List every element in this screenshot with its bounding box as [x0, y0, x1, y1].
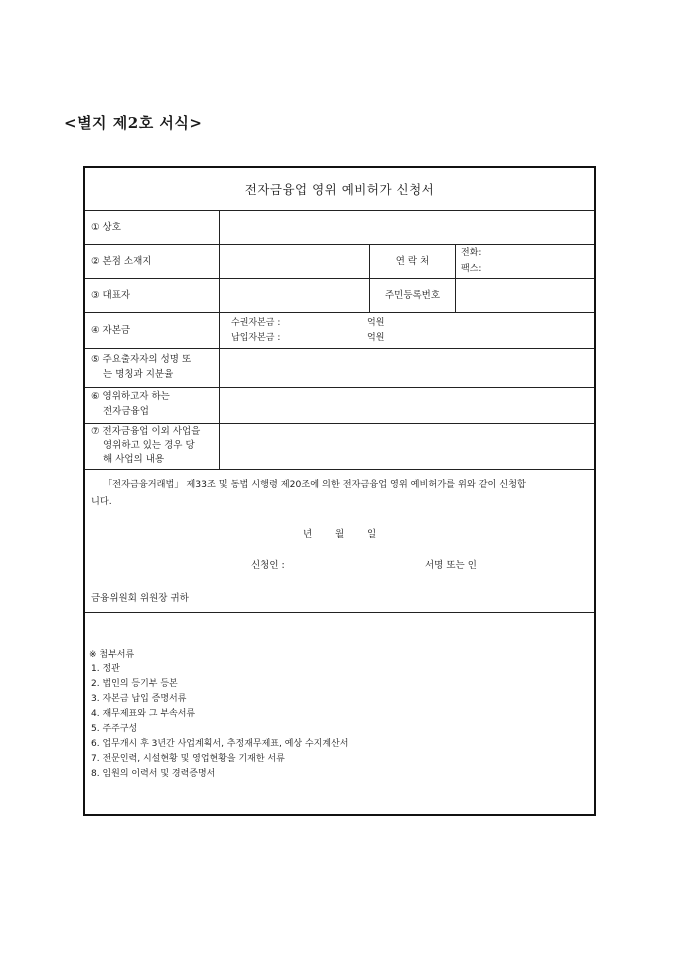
head-office-label: ② 본점 소재지 [91, 256, 152, 267]
business-label-1: ⑥ 영위하고자 하는 [91, 391, 170, 402]
declaration-line-1: 「전자금융거래법」 제33조 및 동법 시행령 제20조에 의한 전자금융업 영위 예비허가를 위와 같이 신청합 [103, 479, 526, 490]
trade-name-field[interactable] [220, 211, 594, 244]
paid-capital-unit: 억원 [367, 333, 385, 343]
declaration-line-2: 니다. [91, 496, 112, 507]
business-field[interactable] [220, 388, 594, 423]
form-number-title: <별지 제2호 서식> [64, 114, 203, 132]
representative-label: ③ 대표자 [91, 290, 131, 301]
major-investor-label-1: ⑤ 주요출자자의 성명 또 [91, 354, 192, 365]
fax-label: 팩스: [461, 264, 482, 274]
applicant-field[interactable] [301, 556, 421, 574]
signature-label: 서명 또는 인 [425, 560, 477, 571]
phone-label: 전화: [461, 248, 482, 258]
date-day: 일 [367, 529, 377, 540]
date-year: 년 [303, 529, 313, 540]
row-divider [85, 312, 594, 313]
business-label-2: 전자금융업 [103, 406, 149, 417]
other-business-field[interactable] [220, 424, 594, 469]
applicant-label: 신청인 : [251, 560, 285, 571]
authorized-capital-label: 수권자본금 : [231, 318, 281, 328]
major-investor-field[interactable] [220, 349, 594, 387]
other-business-label-3: 해 사업의 내용 [103, 454, 165, 465]
attachment-item: 1. 정관 [91, 664, 120, 674]
other-business-label-2: 영위하고 있는 경우 당 [103, 440, 195, 451]
row-divider [85, 612, 594, 613]
application-form [83, 166, 596, 816]
contact-label: 연 락 처 [395, 256, 430, 267]
head-office-field[interactable] [220, 245, 369, 278]
attachments-heading: ※ 첨부서류 [89, 650, 135, 660]
attachment-item: 4. 재무제표와 그 부속서류 [91, 709, 196, 719]
representative-field[interactable] [220, 279, 369, 312]
row-divider [85, 469, 594, 470]
attachment-item: 7. 전문인력, 시설현황 및 영업현황을 기재한 서류 [91, 754, 285, 764]
attachment-item: 8. 임원의 이력서 및 경력증명서 [91, 769, 216, 779]
resident-number-field[interactable] [456, 279, 594, 312]
authorized-capital-unit: 억원 [367, 318, 385, 328]
paid-capital-label: 납입자본금 : [231, 333, 281, 343]
addressee: 금융위원회 위원장 귀하 [91, 593, 189, 604]
resident-number-label: 주민등록번호 [384, 290, 441, 301]
application-title: 전자금융업 영위 예비허가 신청서 [244, 182, 435, 197]
other-business-label-1: ⑦ 전자금융업 이외 사업을 [91, 426, 201, 437]
attachment-item: 5. 주주구성 [91, 724, 138, 734]
attachment-item: 6. 업무개시 후 3년간 사업계획서, 추정재무제표, 예상 수지계산서 [91, 739, 349, 749]
date-month: 월 [335, 529, 345, 540]
attachment-item: 2. 법인의 등기부 등본 [91, 679, 178, 689]
capital-label: ④ 자본금 [91, 325, 131, 336]
trade-name-label: ① 상호 [91, 222, 121, 233]
attachment-item: 3. 자본금 납입 증명서류 [91, 694, 187, 704]
major-investor-label-2: 는 명칭과 지분율 [103, 369, 174, 380]
